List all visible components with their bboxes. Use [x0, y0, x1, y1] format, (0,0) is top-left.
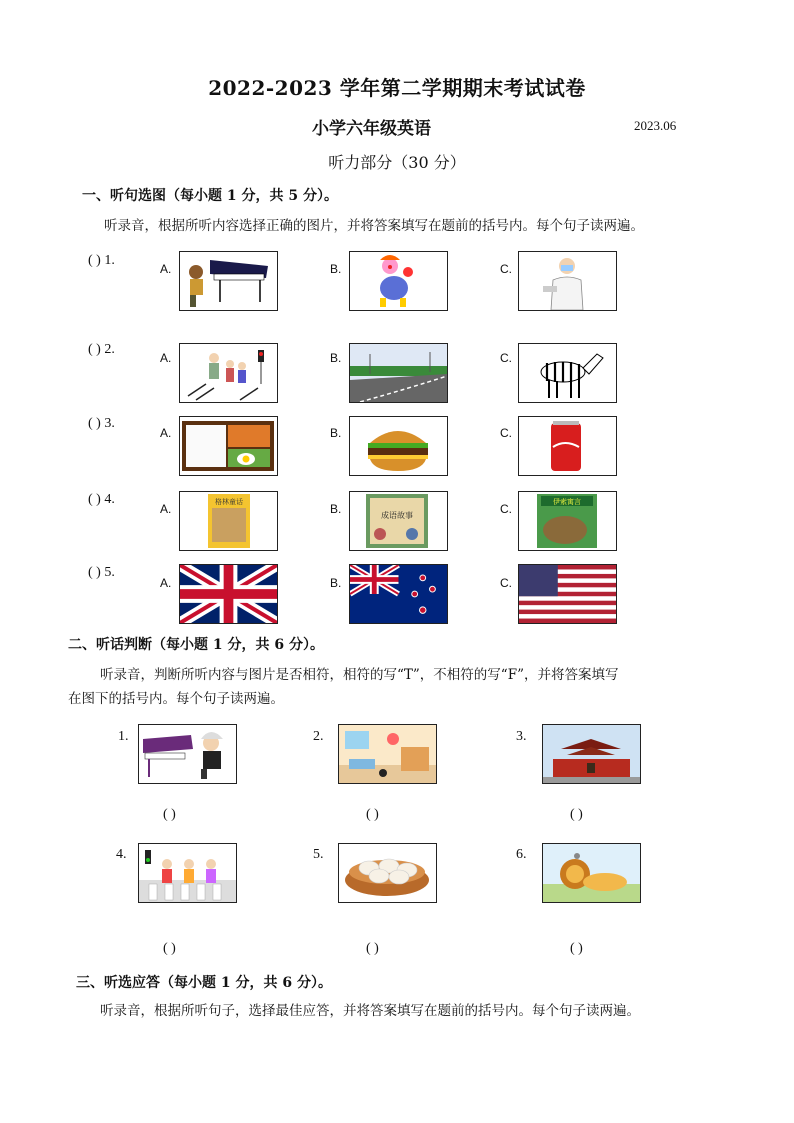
listening-part-title: 听力部分（30 分） [328, 153, 466, 172]
s2-item2-number: 2. [313, 729, 324, 744]
q2-option-a-label: A. [160, 351, 172, 365]
q5-option-a-label: A. [160, 576, 172, 590]
q4-answer-paren[interactable]: ( ) 4. [88, 492, 115, 507]
kids-crossing-street-image[interactable] [138, 843, 237, 903]
hamburger-image[interactable] [349, 416, 448, 476]
idiom-stories-book-image[interactable] [349, 491, 448, 551]
s2-item6-number: 6. [516, 847, 527, 862]
lion-and-mouse-image[interactable] [542, 843, 641, 903]
zebra-image[interactable] [518, 343, 617, 403]
q3-option-c-label: C. [500, 426, 512, 440]
grimm-fairy-tales-book-image[interactable] [179, 491, 278, 551]
q2-option-c-label: C. [500, 351, 512, 365]
new-zealand-flag-image[interactable] [349, 564, 448, 624]
s2-item1-paren[interactable]: ( ) [163, 807, 176, 822]
book-title-idiom: 成语故事 [381, 511, 413, 520]
q4-option-a-label: A. [160, 502, 172, 516]
s2-item4-number: 4. [116, 847, 127, 862]
uk-flag-image[interactable] [179, 564, 278, 624]
aesop-fables-book-image[interactable] [518, 491, 617, 551]
s2-item5-paren[interactable]: ( ) [366, 941, 379, 956]
clown-image[interactable] [349, 251, 448, 311]
section3-instruction: 听录音，根据所听句子，选择最佳应答，并将答案填写在题前的括号内。每个句子读两遍。 [100, 1003, 640, 1019]
section3-heading: 三、听选应答（每小题 1 分，共 6 分）。 [76, 975, 332, 991]
s2-item3-number: 3. [516, 729, 527, 744]
q2-option-b-label: B. [330, 351, 342, 365]
q2-answer-paren[interactable]: ( ) 2. [88, 342, 115, 357]
s2-item3-paren[interactable]: ( ) [570, 807, 583, 822]
section2-heading: 二、听话判断（每小题 1 分，共 6 分）。 [68, 637, 324, 653]
q5-option-c-label: C. [500, 576, 512, 590]
q1-answer-paren[interactable]: ( ) 1. [88, 253, 115, 268]
book-title-aesop: 伊索寓言 [553, 498, 581, 506]
section1-instruction: 听录音，根据所听内容选择正确的图片，并将答案填写在题前的括号内。每个句子读两遍。 [104, 218, 644, 234]
bento-box-image[interactable] [179, 416, 278, 476]
q4-option-c-label: C. [500, 502, 512, 516]
q5-answer-paren[interactable]: ( ) 5. [88, 565, 115, 580]
exam-subtitle: 小学六年级英语 [312, 119, 431, 139]
section2-instruction-line1: 听录音，判断所听内容与图片是否相符，相符的写“T”，不相符的写“F”，并将答案填写 [100, 667, 619, 683]
section1-heading: 一、听句选图（每小题 1 分，共 5 分）。 [82, 188, 338, 204]
q4-option-b-label: B. [330, 502, 342, 516]
q3-option-b-label: B. [330, 426, 342, 440]
doctor-image[interactable] [518, 251, 617, 311]
traffic-police-crossing-image[interactable] [179, 343, 278, 403]
exam-date: 2023.06 [634, 118, 677, 133]
q1-option-a-label: A. [160, 262, 172, 276]
musician-at-piano-image[interactable] [138, 724, 237, 784]
s2-item4-paren[interactable]: ( ) [163, 941, 176, 956]
cola-can-image[interactable] [518, 416, 617, 476]
q1-option-c-label: C. [500, 262, 512, 276]
section2-instruction-line2: 在图下的括号内。每个句子读两遍。 [68, 691, 284, 707]
road-image[interactable] [349, 343, 448, 403]
s2-item5-number: 5. [313, 847, 324, 862]
s2-item1-number: 1. [118, 729, 129, 744]
book-title-grimm: 格林童话 [215, 498, 243, 506]
q1-option-b-label: B. [330, 262, 342, 276]
person-playing-piano-image[interactable] [179, 251, 278, 311]
s2-item6-paren[interactable]: ( ) [570, 941, 583, 956]
q5-option-b-label: B. [330, 576, 342, 590]
messy-room-image[interactable] [338, 724, 437, 784]
usa-flag-image[interactable] [518, 564, 617, 624]
s2-item2-paren[interactable]: ( ) [366, 807, 379, 822]
q3-option-a-label: A. [160, 426, 172, 440]
q3-answer-paren[interactable]: ( ) 3. [88, 416, 115, 431]
steamed-buns-image[interactable] [338, 843, 437, 903]
exam-title: 2022-2023 学年第二学期期末考试试卷 [208, 76, 586, 100]
tiananmen-image[interactable] [542, 724, 641, 784]
